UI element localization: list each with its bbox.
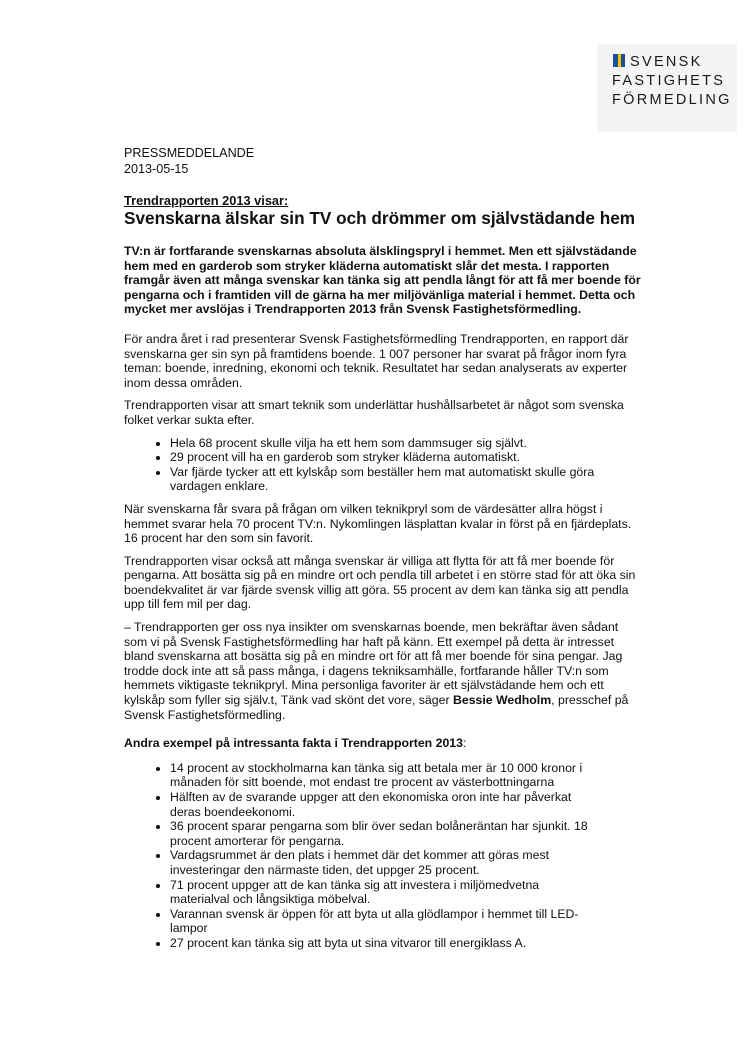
document-type: PRESSMEDDELANDE — [124, 146, 255, 160]
list-item: • Hela 68 procent skulle vilja ha ett hem som dammsuger sig självt. — [170, 436, 644, 451]
document-date: 2013-05-15 — [124, 162, 189, 176]
paragraph-quote — [124, 620, 644, 722]
paragraph-intro: För andra året i rad presenterar Svensk Fastighetsförmedling Trendrapporten, en rapport där svenskarna ger sin syn på framtidens boende. 1 007 personer har svarat på frågor inom fyra teman: boende, inredning, ekonomi och teknik. Resultatet har sedan analyserats av experter inom dessa områden. — [124, 331, 629, 390]
logo-text-svensk: SVENSK — [630, 54, 703, 70]
list-item: • Hälften av de svarande uppger att den ekonomiska oron inte har påverkat deras boendeekonomi. — [170, 790, 594, 819]
paragraph-commute: Trendrapporten visar också att många svenskar är villiga att flytta för att få mer boende för pengarna. Att bosätta sig på en mindre ort och pendla till arbetet i en större stad för att öka sin boendekvalitet är var fjärde svensk villig att göra. 55 procent av dem kan tänka sig att pendla upp till fem mil per dag. — [124, 553, 636, 612]
quote-end: , presschef på Svensk Fastighetsförmedling. — [124, 693, 629, 722]
page-title: Svenskarna älskar sin TV och drömmer om självstädande hem — [124, 208, 636, 228]
list-item: • 14 procent av stockholmarna kan tänka sig att betala mer är 10 000 kronor i månaden för sitt boende, mot endast tre procent av västerbottningarna — [170, 761, 594, 790]
list-item: • 36 procent sparar pengarna som blir över sedan bolåneräntan har sjunkit. 18 procent amorterar för pengarna. — [170, 819, 594, 848]
section-subheading — [124, 736, 644, 751]
list-item: • Vardagsrummet är den plats i hemmet där det kommer att göras mest investeringar den närmaste tiden, det uppger 25 procent. — [170, 848, 594, 877]
bullet-list-facts — [124, 761, 644, 951]
quote-name: Bessie Wedholm — [452, 693, 552, 708]
headline-kicker: Trendrapporten 2013 visar: — [124, 193, 289, 208]
list-item: • 29 procent vill ha en garderob som stryker kläderna automatiskt. — [170, 450, 644, 465]
logo-line-3: FÖRMEDLING — [612, 92, 732, 108]
list-item: • 27 procent kan tänka sig att byta ut sina vitvaror till energiklass A. — [170, 936, 594, 951]
logo-line-2: FASTIGHETS — [612, 73, 726, 89]
list-item: • 71 procent uppger att de kan tänka sig att investera i miljömedvetna materialval och långsiktiga möbelval. — [170, 878, 594, 907]
paragraph-tv: När svenskarna får svara på frågan om vilken teknikpryl som de värdesätter allra högst i hemmet svarar hela 70 procent TV:n. Nykomlingen läsplattan kvalar in först på en fjärdeplats. 16 procent har den som sin favorit. — [124, 501, 632, 546]
list-item: • Varannan svensk är öppen för att byta ut alla glödlampor i hemmet till LED-lampor — [170, 907, 594, 936]
lead-paragraph: TV:n är fortfarande svenskarnas absoluta älsklingspryl i hemmet. Men ett självstädande hem med en garderob som stryker kläderna automatiskt slår det mesta. I rapporten framgår även att många svenskar kan tänka sig att pendla långt för att få mer boende för pengarna och i framtiden vill de gärna ha mer miljövänliga material i hemmet. Detta och mycket mer avslöjas i Trendrapporten 2013 från Svensk Fastighetsförmedling. — [124, 244, 641, 317]
press-release-body — [124, 145, 644, 959]
logo-line-1 — [612, 53, 732, 72]
bullet-list-wishes — [124, 436, 644, 494]
quote-text: – Trendrapporten ger oss nya insikter om svenskarnas boende, men bekräftar även sådant som vi på Svensk Fastighetsförmedling har haft på känn. Ett exempel på detta är intresset bland svenskarna att bosätta sig på en mindre ort för att få mer boende för sina pengar. Jag trodde dock inte att så pass många, i dagens tekniksamhälle, fortfarande håller TV:n som hemmets viktigaste teknikpryl. Mina personliga favoriter är ett självstädande hem och ett kylskåp som fyller sig själv.t, Tänk vad skönt det vore, säger — [124, 620, 623, 708]
company-logo — [612, 53, 732, 110]
paragraph-smart-tech: Trendrapporten visar att smart teknik som underlättar hushållsarbetet är något som svenska folket verkar sukta efter. — [124, 398, 624, 427]
subheading-text: Andra exempel på intressanta fakta i Trendrapporten 2013 — [124, 736, 463, 751]
swedish-flag-icon — [613, 54, 625, 67]
subheading-colon: : — [462, 736, 467, 751]
list-item: • Var fjärde tycker att ett kylskåp som beställer hem mat automatiskt skulle göra vardagen enklare. — [170, 465, 644, 494]
